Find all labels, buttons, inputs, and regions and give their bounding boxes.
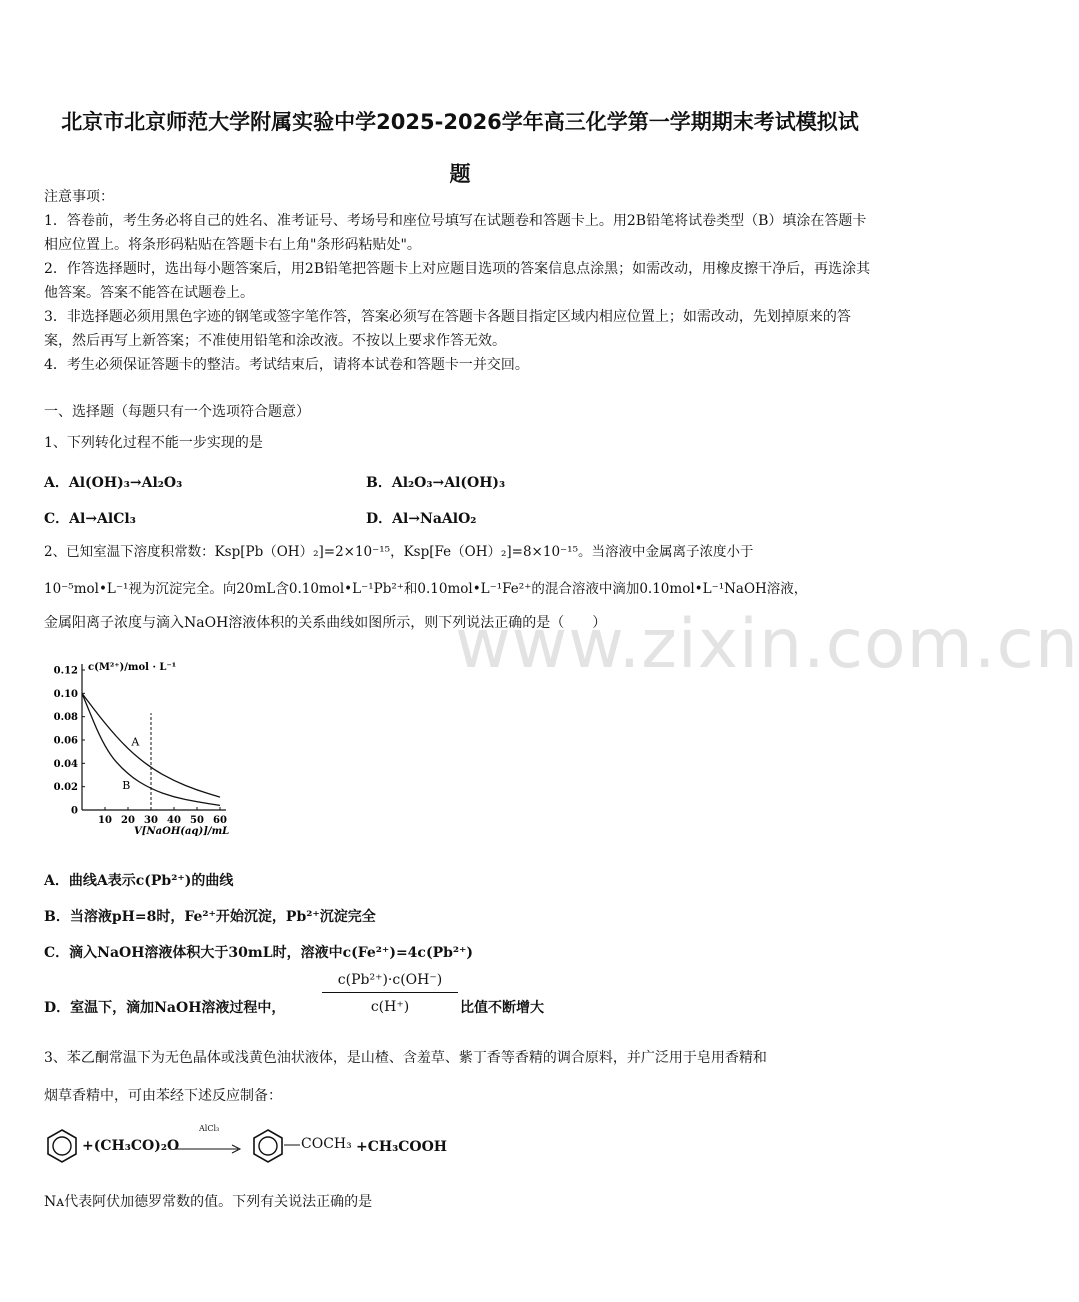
q2-option-d-prefix: D．室温下，滴加NaOH溶液过程中， bbox=[44, 1000, 286, 1016]
q3-stem-line-1: 3、苯乙酮常温下为无色晶体或浅黄色油状液体，是山楂、含羞草、紫丁香等香精的调合原料，并广泛用于皂用香精和 bbox=[44, 1050, 767, 1066]
section-heading: 一、选择题（每题只有一个选项符合题意） bbox=[44, 404, 310, 420]
curve-label-a: A bbox=[131, 735, 140, 749]
notice-item-2: 2．作答选择题时，选出每小题答案后，用2B铅笔把答题卡上对应题目选项的答案信息点涂黑；如需改动，用橡皮擦干净后，再选涂其他答案。答案不能答在试题卷上。 bbox=[44, 261, 871, 301]
byproduct: +CH₃COOH bbox=[356, 1139, 447, 1155]
q2-stem-line-2: 10⁻⁵mol•L⁻¹视为沉淀完全。向20mL含0.10mol•L⁻¹Pb²⁺和0.10mol•L⁻¹Fe²⁺的混合溶液中滴加0.10mol•L⁻¹NaOH溶液， bbox=[44, 581, 808, 597]
catalyst-label: AlCl₃ bbox=[199, 1124, 220, 1133]
y-axis-label: c(M²⁺)/mol · L⁻¹ bbox=[88, 662, 177, 673]
q2-option-d-fraction bbox=[322, 972, 458, 1015]
x-tick-label: 30 bbox=[144, 815, 158, 826]
bond-line-icon bbox=[284, 1142, 300, 1148]
notice-heading: 注意事项： bbox=[44, 189, 114, 205]
y-tick-label: 0.12 bbox=[53, 665, 78, 677]
benzene-ring-product-icon bbox=[250, 1128, 286, 1164]
notice-item-1: 1．答卷前，考生务必将自己的姓名、准考证号、考场号和座位号填写在试题卷和答题卡上。用2B铅笔将试卷类型（B）填涂在答题卡相应位置上。将条形码粘贴在答题卡右上角"条形码粘贴处"。 bbox=[44, 213, 867, 253]
y-tick-label: 0 bbox=[71, 805, 78, 817]
reagent: +(CH₃CO)₂O bbox=[82, 1138, 180, 1154]
x-axis-label: V[NaOH(aq)]/mL bbox=[134, 826, 230, 837]
x-tick-label: 40 bbox=[167, 815, 181, 826]
y-tick-label: 0.04 bbox=[53, 758, 78, 770]
y-axis bbox=[82, 664, 85, 810]
reaction-equation bbox=[44, 1126, 504, 1166]
reaction-arrow-icon bbox=[176, 1144, 242, 1154]
curve-label-b: B bbox=[122, 779, 131, 792]
title-line-2: 题 bbox=[449, 162, 471, 186]
concentration-chart bbox=[44, 652, 244, 842]
x-axis bbox=[82, 807, 226, 810]
q2-option-c: C．滴入NaOH溶液体积大于30mL时，溶液中c(Fe²⁺)=4c(Pb²⁺) bbox=[44, 945, 474, 961]
y-tick-label: 0.06 bbox=[53, 735, 78, 747]
x-tick-label: 10 bbox=[98, 815, 112, 826]
x-tick-label: 50 bbox=[190, 815, 204, 826]
q1-option-a: A．Al(OH)₃→Al₂O₃ bbox=[44, 475, 183, 491]
fraction-numerator: c(Pb²⁺)·c(OH⁻) bbox=[322, 972, 458, 993]
y-tick-label: 0.02 bbox=[53, 782, 78, 794]
q2-option-a: A．曲线A表示c(Pb²⁺)的曲线 bbox=[44, 873, 234, 889]
x-tick-label: 60 bbox=[213, 815, 227, 826]
notice-item-4: 4．考生必须保证答题卡的整洁。考试结束后，请将本试卷和答题卡一并交回。 bbox=[44, 357, 529, 373]
x-tick-label: 20 bbox=[121, 815, 135, 826]
q2-stem-line-3: 金属阳离子浓度与滴入NaOH溶液体积的关系曲线如图所示，则下列说法正确的是（ ） bbox=[44, 615, 607, 631]
title-line-1: 北京市北京师范大学附属实验中学2025-2026学年高三化学第一学期期末考试模拟试 bbox=[61, 110, 859, 134]
q2-option-d-suffix: 比值不断增大 bbox=[460, 1000, 544, 1016]
y-tick-label: 0.10 bbox=[53, 688, 78, 700]
notice-item-3: 3．非选择题必须用黑色字迹的钢笔或签字笔作答，答案必须写在答题卡各题目指定区域内相应位置上；如需改动，先划掉原来的答案，然后再写上新答案；不准使用铅笔和涂改液。不按以上要求作答无效。 bbox=[44, 309, 851, 349]
y-tick-label: 0.08 bbox=[53, 712, 78, 724]
watermark: www.zixin.com.cn bbox=[455, 605, 1079, 684]
data-curves bbox=[82, 693, 220, 810]
benzene-ring-icon bbox=[44, 1128, 80, 1164]
q3-stem-line-2: 烟草香精中，可由苯经下述反应制备： bbox=[44, 1088, 282, 1104]
q1-option-c: C．Al→AlCl₃ bbox=[44, 511, 136, 527]
curve-a bbox=[82, 693, 220, 797]
q2-option-b: B．当溶液pH=8时，Fe²⁺开始沉淀，Pb²⁺沉淀完全 bbox=[44, 909, 376, 925]
q1-stem: 1、下列转化过程不能一步实现的是 bbox=[44, 435, 263, 451]
fraction-denominator: c(H⁺) bbox=[370, 999, 410, 1015]
q1-option-d: D．Al→NaAlO₂ bbox=[366, 511, 477, 527]
q3-na-line: Nᴀ代表阿伏加德罗常数的值。下列有关说法正确的是 bbox=[44, 1194, 373, 1210]
q2-stem-line-1: 2、已知室温下溶度积常数：Ksp[Pb（OH）₂]=2×10⁻¹⁵，Ksp[Fe（OH）₂]=8×10⁻¹⁵。当溶液中金属离子浓度小于 bbox=[44, 544, 754, 560]
q1-option-b: B．Al₂O₃→Al(OH)₃ bbox=[366, 475, 506, 491]
acetyl-group: COCH₃ bbox=[301, 1136, 352, 1152]
